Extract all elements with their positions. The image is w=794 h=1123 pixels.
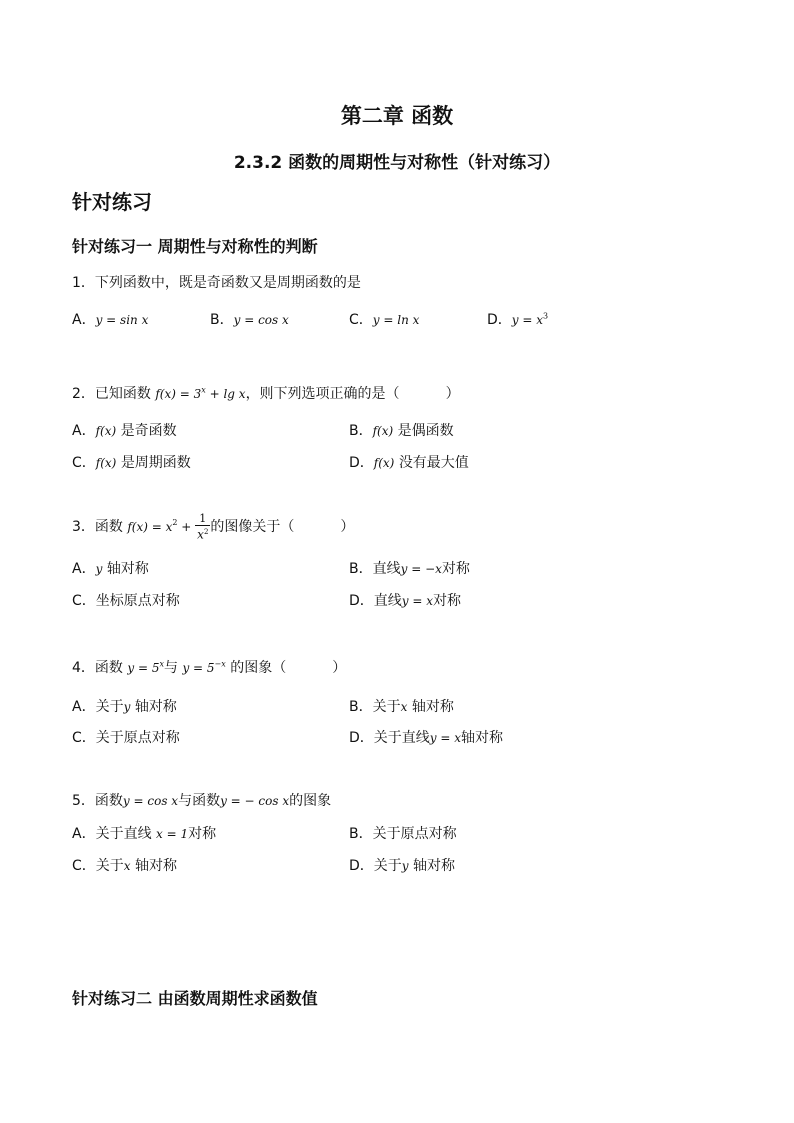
chapter-title: 第二章 函数 bbox=[340, 104, 454, 128]
question-2-stem: 2．已知函数 $f(x) = 3^x + \lg x$，则下列选项正确的是（ ） bbox=[72, 385, 460, 402]
q4-option-d[interactable]: D．关于直线y = x轴对称 bbox=[349, 730, 504, 746]
q1-option-c[interactable]: C．y = ln x bbox=[349, 312, 420, 328]
q4-option-a[interactable]: A．关于y 轴对称 bbox=[72, 699, 177, 715]
part2-title: 针对练习二 由函数周期性求函数值 bbox=[72, 989, 318, 1008]
fraction: $\frac{1}{x^2}$ bbox=[197, 512, 209, 542]
question-1-stem: 1．下列函数中，既是奇函数又是周期函数的是 bbox=[72, 275, 361, 291]
q4-option-c[interactable]: C．关于原点对称 bbox=[72, 730, 180, 746]
part1-title: 针对练习一 周期性与对称性的判断 bbox=[72, 237, 318, 256]
q5-option-c[interactable]: C．关于x 轴对称 bbox=[72, 858, 178, 874]
question-3-stem: 3．函数 $f(x) = x^2$ + $\frac{1}{x^2}$ 的图像关于（ ） bbox=[72, 512, 355, 542]
question-5-stem: 5．函数y = cos x与函数y = − cos x的图象 bbox=[72, 793, 332, 809]
q3-option-d[interactable]: D．直线y = x对称 bbox=[349, 593, 462, 609]
q1-option-d[interactable]: D．$y = x^3$ bbox=[487, 311, 549, 328]
q1-option-b[interactable]: B．y = cos x bbox=[210, 312, 289, 328]
q5-option-b[interactable]: B．关于原点对称 bbox=[349, 826, 457, 842]
q3-option-a[interactable]: A．y 轴对称 bbox=[72, 561, 149, 577]
q3-option-c[interactable]: C．坐标原点对称 bbox=[72, 593, 180, 609]
q2-option-b[interactable]: B．f(x) 是偶函数 bbox=[349, 423, 454, 439]
section-title: 针对练习 bbox=[72, 190, 152, 214]
q5-option-a[interactable]: A．关于直线 x = 1对称 bbox=[72, 826, 217, 842]
q1-option-a[interactable]: A．y = sin x bbox=[72, 312, 149, 328]
lesson-subtitle: 2.3.2 函数的周期性与对称性（针对练习） bbox=[233, 153, 561, 173]
q5-option-d[interactable]: D．关于y 轴对称 bbox=[349, 858, 456, 874]
q4-option-b[interactable]: B．关于x 轴对称 bbox=[349, 699, 454, 715]
question-4-stem: 4．函数 $y = 5^x$与 $y = 5^{-x}$ 的图象（ ） bbox=[72, 659, 347, 676]
q2-option-c[interactable]: C．f(x) 是周期函数 bbox=[72, 455, 191, 471]
q2-option-a[interactable]: A．f(x) 是奇函数 bbox=[72, 423, 177, 439]
q3-option-b[interactable]: B．直线y = −x对称 bbox=[349, 561, 470, 577]
q2-option-d[interactable]: D．f(x) 没有最大值 bbox=[349, 455, 469, 471]
